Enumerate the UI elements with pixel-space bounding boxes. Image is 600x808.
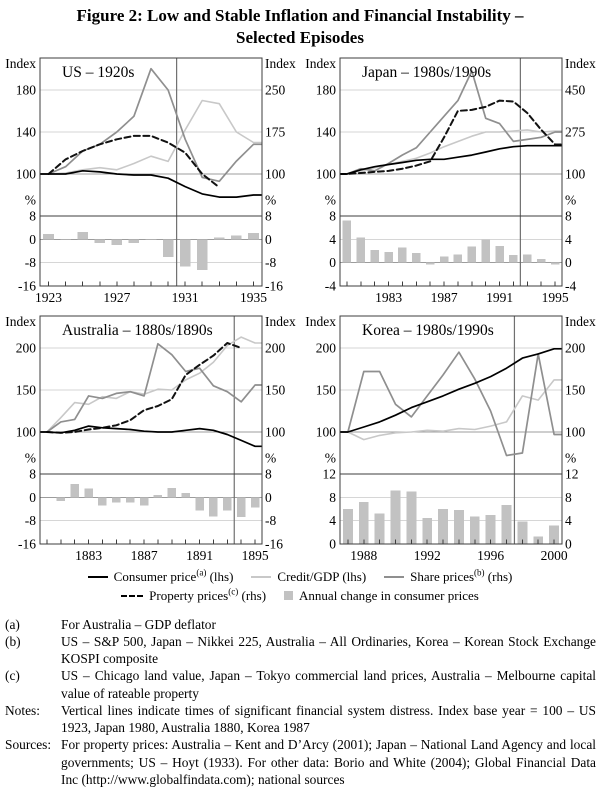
bar-1991 xyxy=(495,245,504,262)
left-axis-tick: 100 xyxy=(315,424,336,439)
left-pct-tick: 0 xyxy=(329,254,336,270)
bar-1984 xyxy=(398,247,407,262)
series-share-prices xyxy=(40,68,262,181)
right-pct-tick: 0 xyxy=(265,231,272,247)
left-axis-tick: 200 xyxy=(15,340,36,355)
bar-1928 xyxy=(129,239,140,243)
left-pct-tick: 8 xyxy=(329,489,336,505)
bar-1888 xyxy=(154,495,163,497)
bar-1985 xyxy=(412,252,421,262)
note-text: For property prices: Australia – Kent and D’Arcy (2001); Japan – National Land Agency and local governments; US – Hoyt (1933). For other data: Borio and White (2004); Global Financial Data Inc (http://www.globalfindata.com); national sources xyxy=(61,737,596,788)
solid-lightgray-swatch-icon xyxy=(251,576,271,578)
x-tick-label: 1931 xyxy=(171,289,199,305)
note-text: Vertical lines indicate times of significant financial system distress. Index base year = 100 – US 1923, Japan 1980, Australia 1880, Korea 1987 xyxy=(61,702,596,736)
bar-1988 xyxy=(359,502,369,544)
legend-row xyxy=(0,588,600,604)
legend-label: Annual change in consumer prices xyxy=(299,587,479,603)
legend-item-consumer-price xyxy=(88,569,234,585)
series-lines xyxy=(340,348,562,455)
series-lines xyxy=(40,68,262,196)
panel-japan xyxy=(300,52,600,308)
note-row-c xyxy=(0,667,600,702)
x-ticks xyxy=(347,281,555,286)
bar-1994 xyxy=(537,259,546,263)
x-tick-label: 1995 xyxy=(541,289,569,305)
x-tick-label: 1935 xyxy=(239,289,267,305)
solid-darkgray-swatch-icon xyxy=(384,576,404,578)
panel-korea xyxy=(300,310,600,566)
bar-1893 xyxy=(223,497,232,510)
legend-label: Share prices$^{(b)}$ (rhs) xyxy=(410,567,513,584)
bar-1889 xyxy=(168,488,177,497)
left-axis-tick: 100 xyxy=(315,166,336,181)
left-axis-tick: 140 xyxy=(15,124,36,139)
right-pct-tick: 8 xyxy=(565,489,572,505)
left-pct-tick: 4 xyxy=(329,231,336,247)
x-tick-label: 1927 xyxy=(103,289,131,305)
bar-1932 xyxy=(197,239,208,270)
right-axis-tick: 150 xyxy=(265,382,286,397)
x-tick-label: 1991 xyxy=(486,289,514,305)
bar-1987 xyxy=(343,509,353,544)
legend-item-credit-gdp xyxy=(251,569,366,585)
left-axis-tick: 200 xyxy=(315,340,336,355)
bar-1886 xyxy=(126,497,135,502)
figure-title-line2: Selected Episodes xyxy=(236,27,364,47)
left-pct-title: % xyxy=(324,450,336,465)
right-pct-tick: -16 xyxy=(265,278,283,293)
legend-label: Property prices$^{(c)}$ (rhs) xyxy=(149,586,267,603)
bar-1894 xyxy=(237,497,246,517)
right-axis-tick: 150 xyxy=(565,382,586,397)
note-row-notes xyxy=(0,702,600,737)
bars-annual-cpi-change xyxy=(43,232,259,270)
bar-1887 xyxy=(140,497,149,505)
bar-1987 xyxy=(440,256,449,262)
bar-1890 xyxy=(181,492,190,496)
left-pct-tick: -4 xyxy=(324,278,336,293)
right-axis-title: Index xyxy=(565,313,596,329)
x-tick-label: 1988 xyxy=(350,547,378,563)
left-pct-tick: 12 xyxy=(322,466,336,481)
right-axis-title: Index xyxy=(265,55,296,71)
panel-us xyxy=(0,52,300,308)
note-label: (a) xyxy=(5,616,20,632)
bar-1927 xyxy=(112,239,123,245)
right-axis-tick: 200 xyxy=(565,340,586,355)
bar-1992 xyxy=(509,255,518,263)
right-axis-tick: 100 xyxy=(265,424,286,439)
charts-grid xyxy=(0,52,600,566)
bar-1933 xyxy=(214,237,225,239)
x-tick-label: 1891 xyxy=(186,547,214,563)
series-share-prices xyxy=(40,343,262,431)
bar-1993 xyxy=(438,509,448,544)
chart-us xyxy=(0,52,300,308)
note-label: (c) xyxy=(5,668,20,684)
panel-title: Australia – 1880s/1890s xyxy=(62,321,213,339)
solid-black-swatch-icon xyxy=(88,576,108,578)
right-pct-title: % xyxy=(265,450,277,465)
panel-title: Korea – 1980s/1990s xyxy=(362,321,494,339)
right-pct-tick: -4 xyxy=(565,278,577,293)
bar-1990 xyxy=(391,490,401,544)
dashed-black-swatch-icon xyxy=(121,595,143,597)
bar-1892 xyxy=(209,497,218,516)
right-axis-tick: 450 xyxy=(565,82,586,97)
x-tick-label: 1923 xyxy=(35,289,63,305)
notes-block xyxy=(0,616,600,789)
right-axis-title: Index xyxy=(565,55,596,71)
note-text: For Australia – GDP deflator xyxy=(61,616,216,632)
x-ticks xyxy=(49,281,254,286)
left-pct-tick: 8 xyxy=(29,466,36,481)
left-axis-title: Index xyxy=(305,55,336,71)
left-pct-tick: 8 xyxy=(29,208,36,223)
bar-1981 xyxy=(357,237,366,262)
right-pct-tick: 0 xyxy=(565,536,572,551)
x-ticks xyxy=(47,539,255,544)
left-pct-tick: 0 xyxy=(29,231,36,247)
right-pct-tick: 8 xyxy=(565,208,572,223)
left-axis-title: Index xyxy=(5,313,36,329)
chart-legend xyxy=(0,569,600,604)
note-text: US – S&P 500, Japan – Nikkei 225, Australia – All Ordinaries, Korea – Korean Stock Exchange KOSPI composite xyxy=(61,633,596,667)
x-tick-label: 1887 xyxy=(130,547,158,563)
bar-1930 xyxy=(163,239,174,256)
x-tick-label: 2000 xyxy=(540,547,568,563)
note-label: (b) xyxy=(5,633,21,649)
note-row-b xyxy=(0,633,600,668)
right-axis-title: Index xyxy=(265,313,296,329)
bar-1993 xyxy=(523,254,532,262)
legend-footnote-marker: (c) xyxy=(228,586,239,597)
left-pct-title: % xyxy=(24,192,36,207)
bar-1988 xyxy=(454,254,463,262)
chart-australia xyxy=(0,310,300,566)
panel-australia xyxy=(0,310,300,566)
legend-row xyxy=(0,569,600,585)
bar-1991 xyxy=(406,491,416,544)
bar-1882 xyxy=(70,484,79,497)
bar-1931 xyxy=(180,239,191,266)
right-pct-title: % xyxy=(565,192,577,207)
right-pct-tick: 12 xyxy=(565,466,579,481)
right-pct-tick: 4 xyxy=(565,231,572,247)
note-label: Sources: xyxy=(5,737,52,753)
legend-label: Credit/GDP (lhs) xyxy=(277,568,367,584)
figure-title xyxy=(0,5,600,49)
bar-1982 xyxy=(370,249,379,262)
right-axis-tick: 100 xyxy=(565,424,586,439)
bars-annual-cpi-change xyxy=(57,484,260,517)
left-axis-tick: 180 xyxy=(15,82,36,97)
bar-1883 xyxy=(84,488,93,497)
left-pct-title: % xyxy=(24,450,36,465)
note-label: Notes: xyxy=(5,702,40,718)
left-pct-tick: -16 xyxy=(18,278,36,293)
bar-1989 xyxy=(375,513,385,543)
right-pct-tick: -8 xyxy=(265,254,277,270)
right-pct-title: % xyxy=(265,192,277,207)
left-pct-tick: -8 xyxy=(24,254,36,270)
x-tick-label: 1983 xyxy=(375,289,403,305)
series-consumer-price xyxy=(40,426,262,446)
bar-1980 xyxy=(343,220,352,262)
bar-1891 xyxy=(195,497,204,510)
left-axis-tick: 140 xyxy=(315,124,336,139)
right-axis-tick: 175 xyxy=(265,124,286,139)
bars-annual-cpi-change xyxy=(343,220,560,264)
left-pct-title: % xyxy=(324,192,336,207)
panel-title: US – 1920s xyxy=(62,63,135,81)
series-credit-gdp xyxy=(40,337,262,432)
left-pct-tick: 0 xyxy=(329,536,336,551)
bar-1881 xyxy=(57,497,66,501)
x-tick-label: 1895 xyxy=(241,547,269,563)
series-consumer-price xyxy=(340,145,562,173)
chart-korea xyxy=(300,310,600,566)
note-row-a xyxy=(0,616,600,633)
right-pct-tick: 8 xyxy=(265,466,272,481)
bar-1986 xyxy=(426,262,435,264)
bar-1924 xyxy=(60,238,71,239)
left-axis-tick: 150 xyxy=(315,382,336,397)
left-axis-tick: 100 xyxy=(15,424,36,439)
bar-1895 xyxy=(251,497,260,507)
bar-1929 xyxy=(146,239,157,240)
left-pct-tick: 4 xyxy=(329,512,336,528)
series-property-prices xyxy=(47,343,241,433)
right-pct-tick: 4 xyxy=(565,512,572,528)
legend-item-property-prices xyxy=(121,588,266,604)
legend-label: Consumer price$^{(a)}$ (lhs) xyxy=(113,567,234,584)
bar-1885 xyxy=(112,497,121,502)
square-gray-swatch-icon xyxy=(284,591,293,600)
right-pct-tick: 0 xyxy=(265,489,272,505)
bar-1994 xyxy=(454,510,464,544)
bar-1925 xyxy=(77,232,88,239)
panel-title: Japan – 1980s/1990s xyxy=(362,63,492,81)
right-pct-title: % xyxy=(565,450,577,465)
bar-1983 xyxy=(384,252,393,263)
legend-item-share-prices xyxy=(384,569,512,585)
note-row-sources xyxy=(0,736,600,788)
bars-annual-cpi-change xyxy=(343,490,559,544)
x-tick-label: 1883 xyxy=(75,547,103,563)
bar-1995 xyxy=(551,262,560,264)
legend-footnote-marker: (a) xyxy=(196,567,207,578)
series-consumer-price xyxy=(40,170,262,196)
right-axis-tick: 100 xyxy=(265,166,286,181)
left-pct-tick: -16 xyxy=(18,536,36,551)
left-axis-tick: 180 xyxy=(315,82,336,97)
x-tick-label: 1987 xyxy=(430,289,458,305)
x-tick-label: 1992 xyxy=(413,547,441,563)
right-pct-tick: 8 xyxy=(265,208,272,223)
series-credit-gdp xyxy=(40,100,262,174)
bar-1926 xyxy=(94,239,105,243)
bar-1997 xyxy=(502,504,512,543)
figure-title-line1: Figure 2: Low and Stable Inflation and Financial Instability – xyxy=(76,6,524,25)
bar-1990 xyxy=(481,239,490,262)
note-text: US – Chicago land value, Japan – Tokyo commercial land prices, Australia – Melbourne capital value of rateable property xyxy=(61,668,596,701)
left-axis-title: Index xyxy=(305,313,336,329)
right-axis-tick: 250 xyxy=(265,82,286,97)
left-pct-tick: 8 xyxy=(329,208,336,223)
right-axis-tick: 275 xyxy=(565,124,586,139)
x-tick-label: 1996 xyxy=(477,547,505,563)
bar-1884 xyxy=(98,497,107,505)
legend-footnote-marker: (b) xyxy=(474,567,485,578)
series-lines xyxy=(340,71,562,174)
right-pct-tick: 0 xyxy=(565,254,572,270)
chart-japan xyxy=(300,52,600,308)
legend-item-annual-change-in-consumer-prices xyxy=(284,588,479,604)
series-share-prices xyxy=(340,352,562,455)
left-pct-tick: -8 xyxy=(24,512,36,528)
bar-1934 xyxy=(231,235,242,239)
series-property-prices xyxy=(49,135,220,187)
bar-1989 xyxy=(468,246,477,262)
bar-1923 xyxy=(43,234,54,239)
left-axis-tick: 150 xyxy=(15,382,36,397)
left-pct-tick: 0 xyxy=(29,489,36,505)
left-axis-title: Index xyxy=(5,55,36,71)
right-axis-tick: 100 xyxy=(565,166,586,181)
left-axis-tick: 100 xyxy=(15,166,36,181)
right-pct-tick: -16 xyxy=(265,536,283,551)
series-property-prices xyxy=(340,100,562,173)
right-axis-tick: 200 xyxy=(265,340,286,355)
bar-1935 xyxy=(248,232,259,238)
series-lines xyxy=(40,337,262,446)
right-pct-tick: -8 xyxy=(265,512,277,528)
